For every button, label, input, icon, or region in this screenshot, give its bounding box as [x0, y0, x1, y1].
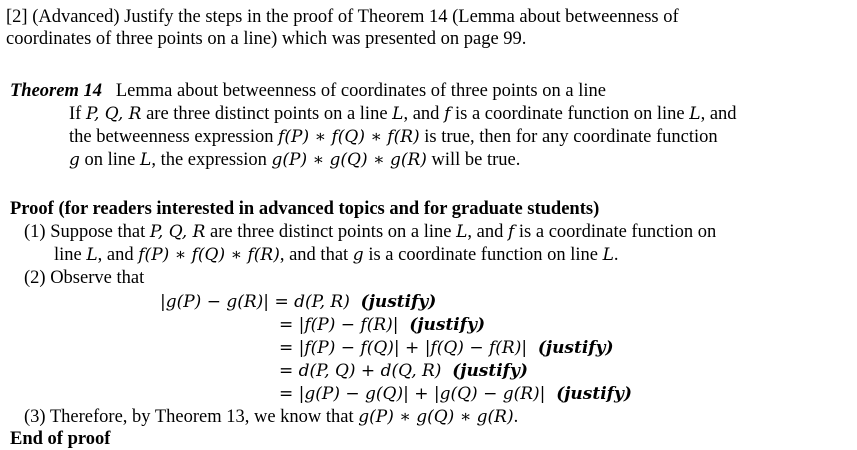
- text: (1) Suppose that: [24, 222, 150, 242]
- equation-line-3: [279, 337, 614, 359]
- math: L: [86, 245, 98, 265]
- equation-expression: = |f(P) − f(Q)| + |f(Q) − f(R)|: [279, 338, 528, 358]
- equation-line-2: [279, 314, 485, 336]
- justify-label: (justify): [556, 384, 632, 404]
- text: , and: [467, 222, 508, 242]
- math: f: [444, 104, 451, 124]
- text: , the expression: [151, 150, 272, 170]
- justify-label: (justify): [360, 292, 437, 312]
- text: is true, then for any coordinate function: [419, 127, 718, 147]
- text: .: [613, 245, 619, 265]
- equation-expression: |g(P) − g(R)| = d(P, R): [160, 292, 350, 312]
- equation-expression: = |g(P) − g(Q)| + |g(Q) − g(R)|: [279, 384, 546, 404]
- theorem-title: Lemma about betweenness of coordinates of three points on a line: [115, 81, 606, 101]
- math: L: [140, 150, 152, 170]
- proof-step-1-line-1: [24, 221, 716, 243]
- text: is a coordinate function on line: [450, 104, 690, 124]
- text: will be true.: [426, 150, 521, 170]
- math: f(P) ∗ f(Q) ∗ f(R): [138, 245, 280, 265]
- theorem-line-1: [69, 103, 737, 125]
- theorem-label: Theorem 14: [10, 81, 102, 101]
- text: (3) Therefore, by Theorem 13, we know that: [24, 407, 359, 427]
- math: L: [456, 222, 468, 242]
- exercise-line-2: coordinates of three points on a line) which was presented on page 99.: [6, 29, 527, 49]
- math: g: [352, 245, 364, 265]
- text: If: [69, 104, 86, 124]
- text: , and that: [279, 245, 353, 265]
- text: is a coordinate function on line: [363, 245, 603, 265]
- equation-line-5: [279, 383, 632, 405]
- proof-step-3: [24, 406, 518, 428]
- theorem-heading: [10, 80, 606, 102]
- equation-expression: = |f(P) − f(R)|: [279, 315, 399, 335]
- equation-expression: = d(P, Q) + d(Q, R): [279, 361, 442, 381]
- justify-label: (justify): [452, 361, 528, 381]
- math: P, Q, R: [85, 104, 142, 124]
- proof-step-1-line-2: [54, 244, 619, 266]
- text: is a coordinate function on: [514, 222, 717, 242]
- text: , and: [700, 104, 737, 124]
- math: f(P) ∗ f(Q) ∗ f(R): [278, 127, 420, 147]
- text: on line: [79, 150, 141, 170]
- text: , and: [97, 245, 139, 265]
- theorem-line-2: [69, 126, 718, 148]
- math: P, Q, R: [149, 222, 206, 242]
- equation-line-1: [160, 291, 436, 313]
- exercise-line-1: [2] (Advanced) Justify the steps in the proof of Theorem 14 (Lemma about betweenness of: [6, 7, 679, 27]
- text: the betweenness expression: [69, 127, 279, 147]
- text: are three distinct points on a line: [141, 104, 393, 124]
- text: , and: [403, 104, 445, 124]
- theorem-line-3: [69, 149, 520, 171]
- justify-label: (justify): [409, 315, 485, 335]
- proof-step-2: (2) Observe that: [24, 268, 145, 288]
- math: L: [392, 104, 404, 124]
- math: L: [689, 104, 701, 124]
- equation-line-4: [279, 360, 528, 382]
- text: line: [54, 245, 87, 265]
- math: g(P) ∗ g(Q) ∗ g(R): [271, 150, 427, 170]
- math: g(P) ∗ g(Q) ∗ g(R): [358, 407, 514, 427]
- math: g: [69, 150, 80, 170]
- justify-label: (justify): [537, 338, 614, 358]
- end-of-proof: End of proof: [10, 429, 111, 449]
- text: are three distinct points on a line: [205, 222, 457, 242]
- math: L: [602, 245, 614, 265]
- proof-header: Proof (for readers interested in advanced topics and for graduate students): [10, 199, 600, 219]
- math: f: [508, 222, 515, 242]
- text: .: [513, 407, 519, 427]
